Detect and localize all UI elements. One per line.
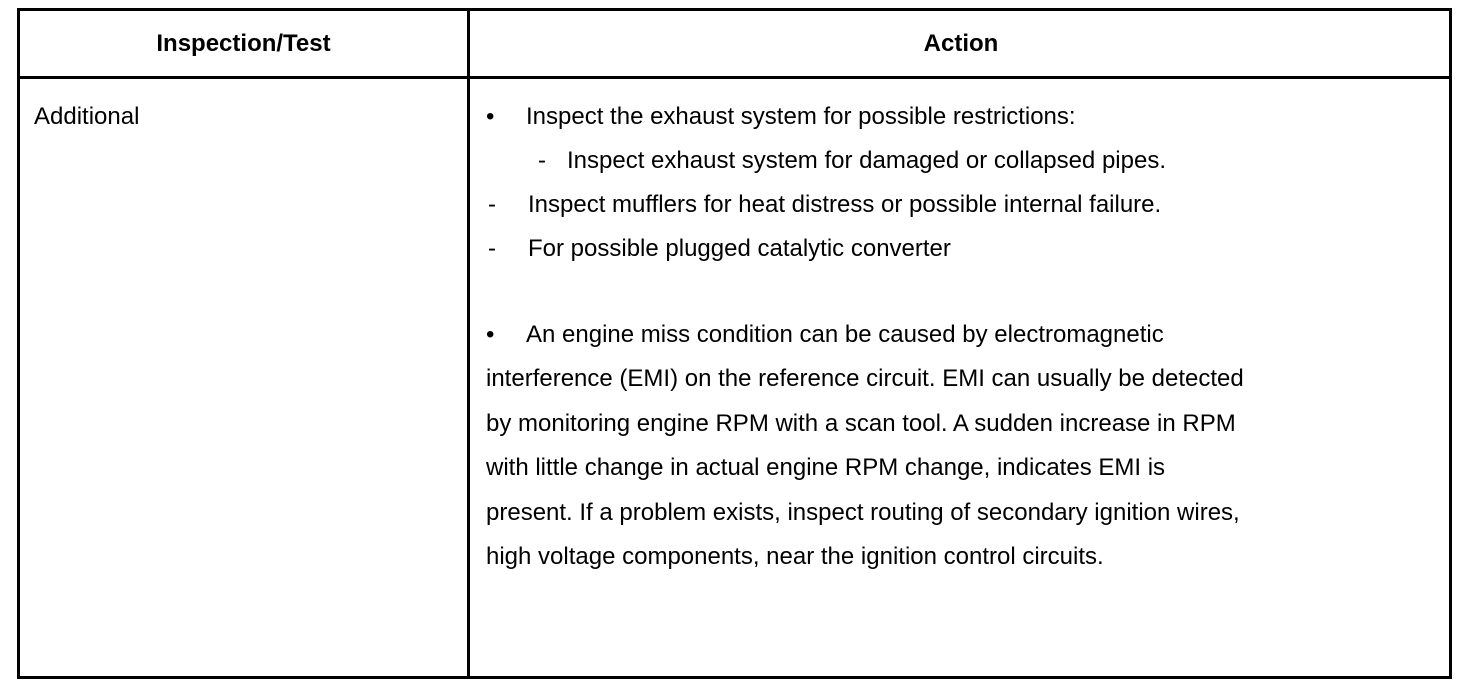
action-item-text: Inspect exhaust system for damaged or collapsed pipes. [567,147,1166,174]
emi-paragraph-line-4: with little change in actual engine RPM change, indicates EMI is [486,454,1166,481]
bullet-marker: • [486,103,495,130]
action-item-text: For possible plugged catalytic converter [528,235,951,262]
emi-paragraph-line-2: interference (EMI) on the reference circuit. EMI can usually be detected [486,365,1244,392]
cell-inspection-additional: Additional [34,103,140,130]
column-divider [467,11,470,676]
bullet-marker: • [486,321,495,348]
emi-paragraph-line-5: present. If a problem exists, inspect routing of secondary ignition wires, [486,499,1240,526]
dash-marker: - [538,147,546,174]
header-divider [20,76,1449,79]
emi-paragraph-line-6: high voltage components, near the ignition control circuits. [486,543,1104,570]
dash-marker: - [488,191,496,218]
emi-text-line: An engine miss condition can be caused by electromagnetic [526,321,1164,348]
emi-paragraph-line-3: by monitoring engine RPM with a scan tool. A sudden increase in RPM [486,410,1236,437]
inspection-table [17,8,1452,679]
header-action: Action [923,29,999,57]
header-inspection-test: Inspection/Test [156,29,331,57]
action-item-text: Inspect the exhaust system for possible restrictions: [526,103,1076,130]
action-item-text: Inspect mufflers for heat distress or possible internal failure. [528,191,1162,218]
dash-marker: - [488,235,496,262]
